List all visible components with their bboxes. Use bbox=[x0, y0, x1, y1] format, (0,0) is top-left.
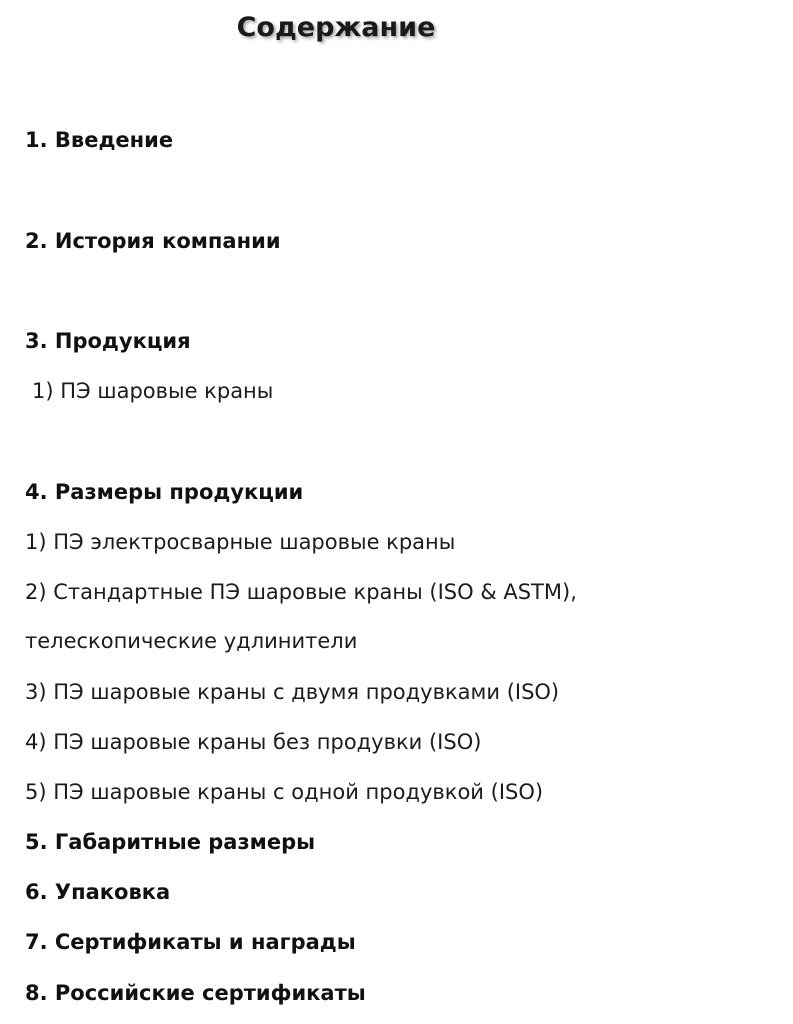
toc-subitem-single-purge-valves: 5) ПЭ шаровые краны с одной продувкой (ISO) bbox=[25, 780, 544, 804]
toc-subitem-pe-ball-valves: 1) ПЭ шаровые краны bbox=[32, 379, 274, 403]
toc-subitem-double-purge-valves: 3) ПЭ шаровые краны с двумя продувками (ISO) bbox=[25, 680, 560, 704]
toc-subitem-standard-valves: 2) Стандартные ПЭ шаровые краны (ISO & ASTM), bbox=[25, 580, 577, 604]
toc-section-certificates-awards: 7. Сертификаты и награды bbox=[25, 930, 356, 954]
page-title: Содержание bbox=[236, 12, 436, 43]
toc-subitem-no-purge-valves: 4) ПЭ шаровые краны без продувки (ISO) bbox=[25, 730, 482, 754]
toc-section-packaging: 6. Упаковка bbox=[25, 880, 171, 904]
toc-section-overall-dimensions: 5. Габаритные размеры bbox=[25, 830, 316, 854]
toc-section-product-sizes: 4. Размеры продукции bbox=[25, 480, 304, 504]
toc-section-company-history: 2. История компании bbox=[25, 229, 281, 253]
toc-section-products: 3. Продукция bbox=[25, 329, 191, 353]
toc-subitem-telescopic-extensions: телескопические удлинители bbox=[25, 629, 358, 653]
toc-section-russian-certificates: 8. Российские сертификаты bbox=[25, 981, 366, 1005]
toc-section-introduction: 1. Введение bbox=[25, 128, 174, 152]
toc-subitem-electrofusion-valves: 1) ПЭ электросварные шаровые краны bbox=[25, 530, 456, 554]
